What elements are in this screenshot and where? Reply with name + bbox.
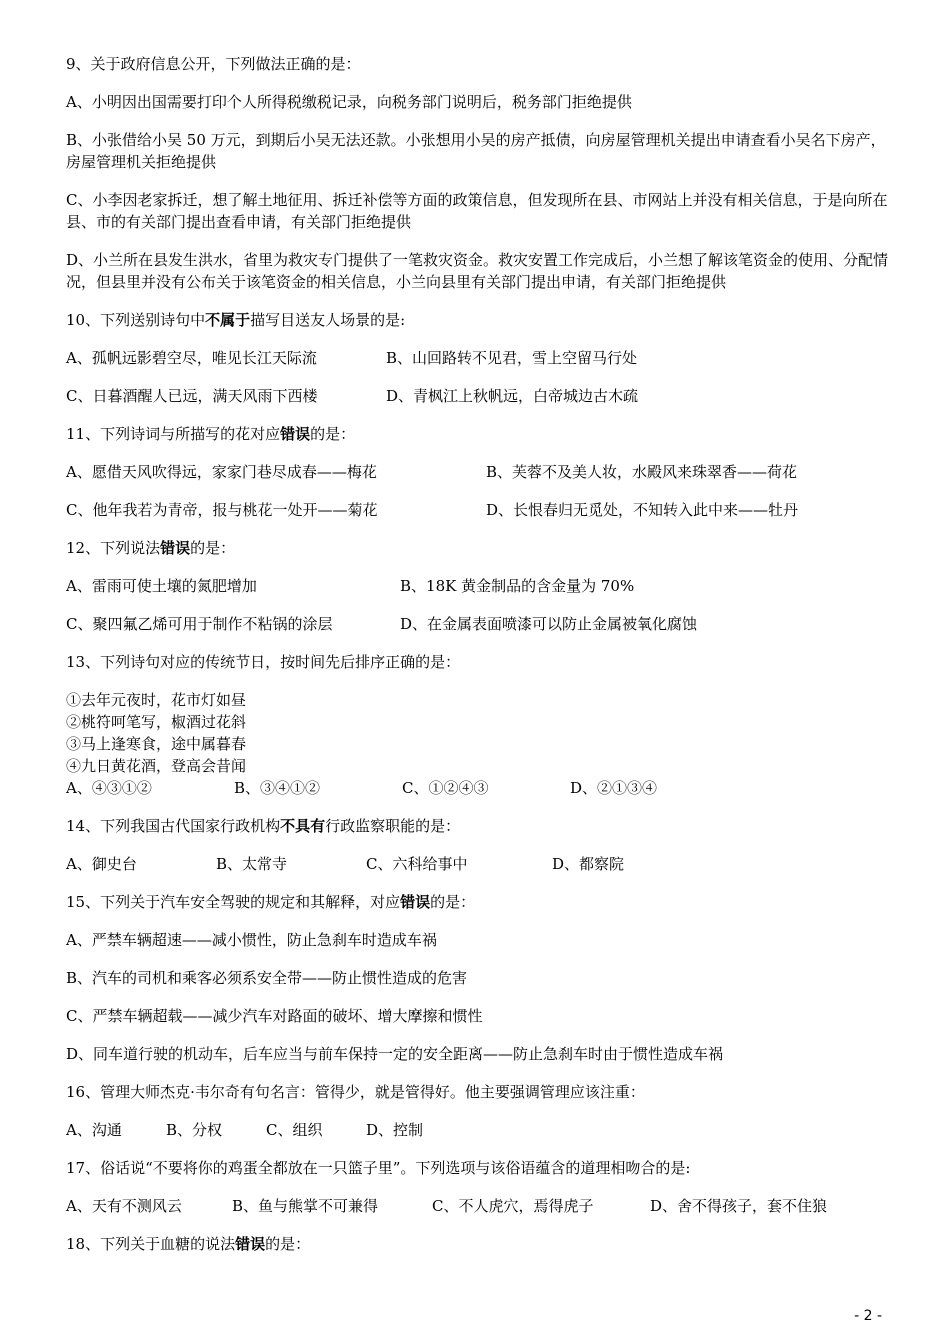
question-16-options-row (66, 1119, 896, 1141)
question-13-line-1: ①去年元夜时，花市灯如昼 (66, 691, 247, 709)
question-11-stem-bold: 错误 (280, 425, 311, 443)
question-11-option-c: C、他年我若为青帝，报与桃花一处开——菊花 (66, 501, 378, 519)
question-14-option-c: C、六科给事中 (366, 855, 468, 873)
question-15-stem-post: 的是： (430, 893, 476, 911)
question-10-stem-post: 描写目送友人场景的是: (250, 311, 406, 329)
question-17-option-c: C、不人虎穴，焉得虎子 (432, 1197, 594, 1215)
question-13-options-row (66, 777, 896, 799)
question-11-option-d: D、长恨春归无觅处，不知转入此中来——牡丹 (486, 501, 799, 519)
question-13-option-c: C、①②④③ (402, 779, 489, 797)
question-10-stem-bold: 不属于 (205, 311, 251, 329)
question-13-line-4: ④九日黄花酒，登高会昔闻 (66, 757, 247, 775)
question-11-option-a: A、愿借天风吹得远，家家门巷尽成春——梅花 (66, 463, 377, 481)
question-13-line-2: ②桃符呵笔写，椒酒过花斜 (66, 713, 247, 731)
question-13-line-3: ③马上逢寒食，途中属暮春 (66, 735, 247, 753)
question-9-option-b: B、小张借给小吴 50 万元，到期后小吴无法还款。小张想用小吴的房产抵债，向房屋管理机关提出申请查看小吴名下房产，房屋管理机关拒绝提供 (66, 131, 886, 171)
question-18-stem-bold: 错误 (235, 1235, 266, 1253)
question-10-option-a: A、孤帆远影碧空尽，唯见长江天际流 (66, 349, 317, 367)
question-9-stem: 9、关于政府信息公开，下列做法正确的是： (66, 55, 361, 73)
question-10-options-row-2 (66, 385, 896, 407)
question-14-stem-pre: 14、下列我国古代国家行政机构 (66, 817, 281, 835)
question-18-stem (66, 1233, 896, 1255)
question-17-option-d: D、舍不得孩子，套不住狼 (650, 1197, 828, 1215)
question-11-option-b: B、芙蓉不及美人妆，水殿风来珠翠香——荷花 (486, 463, 798, 481)
question-16-option-b: B、分权 (166, 1121, 223, 1139)
question-15-option-a: A、严禁车辆超速——减小惯性，防止急刹车时造成车祸 (66, 931, 437, 949)
question-12-stem-post: 的是： (190, 539, 236, 557)
question-11-options-row-1 (66, 461, 896, 483)
question-16-option-a: A、沟通 (66, 1121, 122, 1139)
question-14-option-d: D、都察院 (552, 855, 625, 873)
question-12-options-row-2 (66, 613, 896, 635)
question-18-stem-pre: 18、下列关于血糖的说法 (66, 1235, 236, 1253)
question-15-option-b: B、汽车的司机和乘客必须系安全带——防止惯性造成的危害 (66, 969, 468, 987)
question-10-option-b: B、山回路转不见君，雪上空留马行处 (386, 349, 638, 367)
question-15-option-c: C、严禁车辆超载——减少汽车对路面的破坏、增大摩擦和惯性 (66, 1007, 483, 1025)
question-13-option-a: A、④③①② (66, 779, 152, 797)
question-9-option-a: A、小明因出国需要打印个人所得税缴税记录，向税务部门说明后，税务部门拒绝提供 (66, 93, 632, 111)
question-10-option-c: C、日暮酒醒人已远，满天风雨下西楼 (66, 387, 318, 405)
question-11-stem (66, 423, 896, 445)
question-13-option-b: B、③④①② (234, 779, 321, 797)
question-17-option-a: A、天有不测风云 (66, 1197, 182, 1215)
question-10-stem-pre: 10、下列送别诗句中 (66, 311, 206, 329)
question-11-stem-post: 的是： (310, 425, 356, 443)
question-14-option-b: B、太常寺 (216, 855, 288, 873)
question-9-option-c: C、小李因老家拆迁，想了解土地征用、拆迁补偿等方面的政策信息，但发现所在县、市网站上并没有相关信息，于是向所在县、市的有关部门提出查看申请，有关部门拒绝提供 (66, 191, 888, 231)
question-9-option-d: D、小兰所在县发生洪水，省里为救灾专门提供了一笔救灾资金。救灾安置工作完成后，小兰想了解该笔资金的使用、分配情况，但县里并没有公布关于该笔资金的相关信息，小兰向县里有关部门提出申请，有关部门拒绝提供 (66, 251, 889, 291)
question-10-options-row-1 (66, 347, 896, 369)
question-11-stem-pre: 11、下列诗词与所描写的花对应 (66, 425, 281, 443)
question-11-options-row-2 (66, 499, 896, 521)
question-14-stem-post: 行政监察职能的是： (325, 817, 461, 835)
question-13-stem: 13、下列诗句对应的传统节日，按时间先后排序正确的是： (66, 653, 461, 671)
question-12-option-d: D、在金属表面喷漆可以防止金属被氧化腐蚀 (400, 615, 698, 633)
question-12-option-a: A、雷雨可使土壤的氮肥增加 (66, 577, 257, 595)
question-15-stem (66, 891, 896, 913)
question-12-options-row-1 (66, 575, 896, 597)
question-12-stem (66, 537, 896, 559)
question-13-option-d: D、②①③④ (570, 779, 658, 797)
question-18-stem-post: 的是： (265, 1235, 311, 1253)
question-12-option-c: C、聚四氟乙烯可用于制作不粘锅的涂层 (66, 615, 333, 633)
question-15-stem-pre: 15、下列关于汽车安全驾驶的规定和其解释，对应 (66, 893, 401, 911)
question-10-stem (66, 309, 896, 331)
question-10-option-d: D、青枫江上秋帆远，白帝城边古木疏 (386, 387, 639, 405)
question-15-stem-bold: 错误 (400, 893, 431, 911)
question-16-option-d: D、控制 (366, 1121, 424, 1139)
question-14-stem-bold: 不具有 (280, 817, 326, 835)
question-15-option-d: D、同车道行驶的机动车，后车应当与前车保持一定的安全距离——防止急刹车时由于惯性造成车祸 (66, 1045, 724, 1063)
question-17-options-row (66, 1195, 896, 1217)
question-16-option-c: C、组织 (266, 1121, 323, 1139)
question-16-stem: 16、管理大师杰克·韦尔奇有句名言：管得少，就是管得好。他主要强调管理应该注重： (66, 1083, 645, 1101)
question-14-stem (66, 815, 896, 837)
document-body (66, 53, 896, 1271)
question-14-option-a: A、御史台 (66, 855, 137, 873)
question-17-option-b: B、鱼与熊掌不可兼得 (232, 1197, 379, 1215)
question-12-option-b: B、18K 黄金制品的含金量为 70% (400, 577, 635, 595)
page-number: - 2 - (854, 1308, 882, 1324)
question-12-stem-bold: 错误 (160, 539, 191, 557)
question-14-options-row (66, 853, 896, 875)
question-17-stem: 17、俗话说“不要将你的鸡蛋全都放在一只篮子里”。下列选项与该俗语蕴含的道理相吻合的是: (66, 1159, 691, 1177)
question-12-stem-pre: 12、下列说法 (66, 539, 161, 557)
